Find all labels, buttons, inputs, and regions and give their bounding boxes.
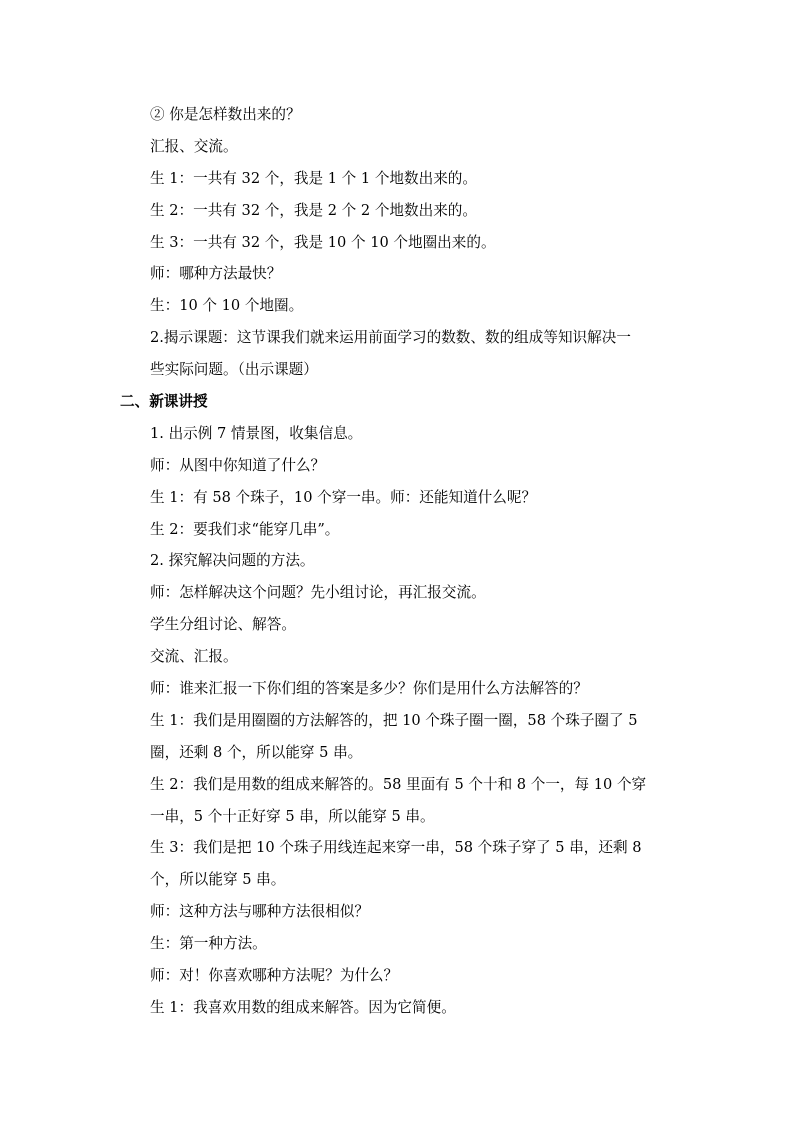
text-line: 生 3：我们是把 10 个珠子用线连起来穿一串，58 个珠子穿了 5 串，还剩 8 [150,839,642,857]
text-line: 师：对！你喜欢哪种方法呢？为什么？ [150,967,399,985]
text-line: 个，所以能穿 5 串。 [150,871,286,889]
text-line: 师：谁来汇报一下你们组的答案是多少？你们是用什么方法解答的？ [150,680,588,698]
text-line: ② 你是怎样数出来的？ [150,106,301,123]
text-line: 些实际问题。（出示课题） [150,361,318,379]
text-line: 生 1：一共有 32 个，我是 1 个 1 个地数出来的。 [150,169,477,187]
text-line: 师：这种方法与哪种方法很相似？ [150,903,369,921]
text-line: 生 2：要我们求“能穿几串”。 [150,520,340,538]
text-line: 生 3：一共有 32 个，我是 10 个 10 个地圈出来的。 [150,233,496,251]
text-line: 师：哪种方法最快？ [150,265,282,283]
section-heading: 二、新课讲授 [120,393,208,411]
text-line: 汇报、交流。 [150,137,238,155]
text-line: 生：10 个 10 个地圈。 [150,297,304,315]
text-line: 生 1：我们是用圈圈的方法解答的，把 10 个珠子圈一圈，58 个珠子圈了 5 [150,711,638,729]
text-line: 生 2：一共有 32 个，我是 2 个 2 个地数出来的。 [150,201,477,219]
text-line: 生 2：我们是用数的组成来解答的。58 里面有 5 个十和 8 个一，每 10 个穿 [150,775,647,793]
text-line: 生 1：有 58 个珠子，10 个穿一串。师：还能知道什么呢？ [150,488,537,506]
text-line: 1. 出示例 7 情景图，收集信息。 [150,424,363,442]
text-line: 学生分组讨论、解答。 [150,616,296,634]
text-line: 生 1：我喜欢用数的组成来解答。因为它简便。 [150,998,456,1016]
document-body [0,99,794,1024]
text-line: 师：怎样解决这个问题？先小组讨论，再汇报交流。 [150,584,486,602]
text-line: 生：第一种方法。 [150,935,267,953]
text-line: 2.揭示课题：这节课我们就来运用前面学习的数数、数的组成等知识解决一 [150,329,631,347]
text-line: 师：从图中你知道了什么？ [150,456,326,474]
text-line: 圈，还剩 8 个，所以能穿 5 串。 [150,743,363,761]
text-line: 一串，5 个十正好穿 5 串，所以能穿 5 串。 [150,807,435,825]
text-line: 2. 探究解决问题的方法。 [150,552,315,570]
text-line: 交流、汇报。 [150,648,238,666]
